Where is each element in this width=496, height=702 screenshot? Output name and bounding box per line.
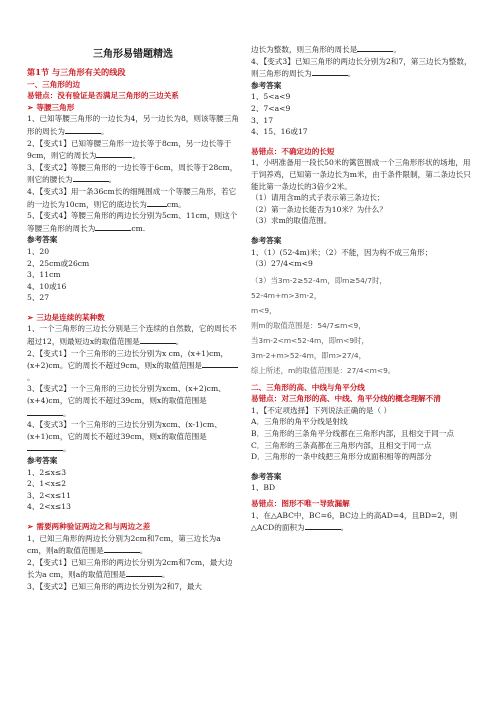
problem-text: 1、小明准备用一段长50米的篱笆围成一个三角形形状的场地，用于饲养鸡，已知第一条边长为m米，由于条件限制，第二条边长只能比第一条边长的3倍少2米。 bbox=[251, 158, 471, 191]
question-item: 1、【不定项选择】下列说法正确的是（ ） bbox=[251, 405, 392, 415]
question-item: 1、一个三角形的三边长分别是三个连续的自然数，它的周长不超过12，则最短边x的取值范围是 。 bbox=[27, 324, 237, 347]
answer-key-label: 参考答案 bbox=[27, 456, 58, 465]
problem-part: （1）请用含m的式子表示第三条边长； bbox=[251, 193, 385, 203]
solution-step: 当3m-2<m<52-4m，即m<9时， bbox=[251, 335, 369, 345]
answer-item: 1、20 bbox=[27, 246, 50, 256]
arrow-bullet-icon: ➢ bbox=[27, 521, 34, 531]
option-item: A．三角形的角平分线是射线 bbox=[251, 417, 348, 427]
solution-step: 52-4m+m>3m-2， bbox=[251, 290, 322, 300]
subsection-title: 二、三角形的高、中线与角平分线 bbox=[251, 382, 365, 392]
question-item: 5、【变式4】等腰三角形的两边长分别为5cm、11cm，则这个等腰三角形的周长为 cm. bbox=[27, 211, 238, 233]
answer-blank bbox=[27, 442, 63, 451]
solution-step: （3）当3m-2≥52-4m，即m≥54/7时， bbox=[251, 275, 387, 285]
question-item: 3、【变式2】一个三角形的三边长分别为xcm、(x+2)cm、(x+4)cm，它的周长不超过39cm，则x的取值范围是。 bbox=[27, 384, 226, 418]
question-item: 1、已知三角形的两边长分别为2cm和7cm，第三边长为a cm，则a的取值范围是 。 bbox=[27, 533, 221, 556]
answer-blank bbox=[65, 125, 101, 134]
answer-item: 2、7<a<9 bbox=[251, 103, 291, 113]
section-title: 第1节 与三角形有关的线段 bbox=[27, 67, 126, 77]
question-item: 边长为整数，则三角形的周长是 。 bbox=[251, 45, 401, 54]
question-item: 3、【变式2】等腰三角形的一边长等于6cm，周长等于28cm，则它的腰长为 。 bbox=[27, 162, 238, 185]
pitfall-heading: 易错点：对三角形的高、中线、角平分线的概念理解不清 bbox=[251, 394, 441, 404]
answer-key-label: 参考答案 bbox=[27, 235, 58, 245]
question-item: 1、在△ABC中，BC=6，BC边上的高AD=4，且BD=2，则△ACD的面积为 。 bbox=[251, 510, 458, 533]
question-item: 4、【变式3】用一条36cm长的细绳围成一个等腰三角形，若它的一边长为10cm，则它的底边长为 cm。 bbox=[27, 186, 237, 209]
answer-item: 5、27 bbox=[27, 293, 50, 303]
right-column bbox=[251, 0, 473, 534]
pitfall-heading: 易错点：没有验证是否满足三角形的三边关系 bbox=[27, 91, 179, 101]
answer-key-label: 参考答案 bbox=[251, 235, 282, 245]
answer-item: 3、2<x≤11 bbox=[27, 490, 71, 500]
answer-blank bbox=[104, 544, 140, 553]
solution-step: 3m-2+m>52-4m，即m>27/4， bbox=[251, 350, 366, 360]
left-column bbox=[27, 0, 239, 593]
question-item: 2、【变式1】一个三角形的三边长分别为x cm，(x+1)cm，(x+2)cm。它的周长不超过9cm，则x的取值范围是。 bbox=[27, 348, 239, 384]
answer-item: 3、17 bbox=[251, 115, 274, 125]
solution-step: 则m的取值范围是：54/7≤m<9， bbox=[251, 320, 366, 330]
answer-blank bbox=[95, 222, 131, 231]
solution-step: m<9， bbox=[251, 305, 277, 315]
answer-item: （3）27/4<m<9 bbox=[251, 259, 313, 269]
answer-item: 4、2<x≤13 bbox=[27, 502, 71, 512]
answer-item: 1、5<a<9 bbox=[251, 92, 291, 102]
answer-blank bbox=[357, 43, 393, 52]
question-item: 4、【变式3】已知三角形的两边长分别为2和7，第三边长为整数，则三角形的周长为 。 bbox=[251, 56, 472, 79]
topic-heading: ➢ 需要两种验证两边之和与两边之差 bbox=[27, 521, 151, 531]
answer-blank bbox=[305, 521, 341, 530]
subsection-title: 一、三角形的边 bbox=[27, 79, 81, 89]
topic-heading: ➢ 三边是连续的某种数 bbox=[27, 312, 105, 322]
problem-part: （2）第一条边长能否为10米？为什么？ bbox=[251, 204, 387, 214]
answer-item: 1、（1）(52-4m)米；（2）不能，因为构不成三角形； bbox=[251, 247, 433, 257]
answer-key-label: 参考答案 bbox=[251, 471, 282, 481]
question-item: 2、【变式1】已知三角形的两边长分别为2cm和7cm，最大边长为a cm，则a的取值范围是 。 bbox=[27, 557, 233, 580]
answer-blank bbox=[202, 359, 238, 368]
answer-item: 1、2≤x≤3 bbox=[27, 467, 67, 477]
problem-part: （3）求m的取值范围。 bbox=[251, 216, 332, 226]
question-item: 1、已知等腰三角形的一边长为4，另一边长为8，则该等腰三角形的周长为 。 bbox=[27, 114, 239, 136]
arrow-bullet-icon: ➢ bbox=[27, 102, 34, 112]
answer-blank bbox=[140, 335, 176, 344]
option-item: B．三角形的三条角平分线都在三角形内部，且相交于同一点 bbox=[251, 429, 455, 439]
option-item: C．三角形的三条高都在三角形内部，且相交于同一点 bbox=[251, 440, 432, 450]
pitfall-heading: 易错点：不确定边的长短 bbox=[251, 146, 335, 156]
topic-heading: ➢ 等腰三角形 bbox=[27, 102, 75, 112]
answer-item: 3、11cm bbox=[27, 270, 61, 280]
answer-item: 1、BD bbox=[251, 483, 276, 493]
answer-blank bbox=[126, 568, 162, 577]
answer-blank bbox=[312, 67, 348, 76]
option-item: D．三角形的一条中线把三角形分成面积相等的两部分 bbox=[251, 452, 432, 462]
question-item: 4、【变式3】一个三角形的三边长分别为xcm、(x-1)cm、(x+1)cm，它的周长不超过39cm，则x的取值范围是。 bbox=[27, 420, 222, 454]
answer-blank bbox=[96, 149, 132, 158]
answer-blank bbox=[73, 173, 109, 182]
answer-item: 4、10或16 bbox=[27, 281, 67, 291]
document-title: 三角形易错题精选 bbox=[93, 49, 173, 60]
answer-blank bbox=[27, 407, 63, 416]
pitfall-heading: 易错点：图形不唯一导致漏解 bbox=[251, 499, 350, 509]
question-item: 3、【变式2】已知三角形的两边长分别为2和7，最大 bbox=[27, 581, 202, 591]
arrow-bullet-icon: ➢ bbox=[27, 312, 34, 322]
answer-blank bbox=[147, 198, 167, 207]
answer-key-label: 参考答案 bbox=[251, 80, 282, 90]
answer-item: 2、25cm或26cm bbox=[27, 258, 90, 268]
solution-step: 综上所述，m的取值范围是：27/4<m<9。 bbox=[251, 365, 396, 375]
answer-item: 2、1<x≤2 bbox=[27, 479, 67, 489]
question-item: 2、【变式1】已知等腰三角形一边长等于8cm，另一边长等于9cm，则它的周长为 。 bbox=[27, 138, 232, 161]
answer-item: 4、15、16或17 bbox=[251, 127, 308, 137]
